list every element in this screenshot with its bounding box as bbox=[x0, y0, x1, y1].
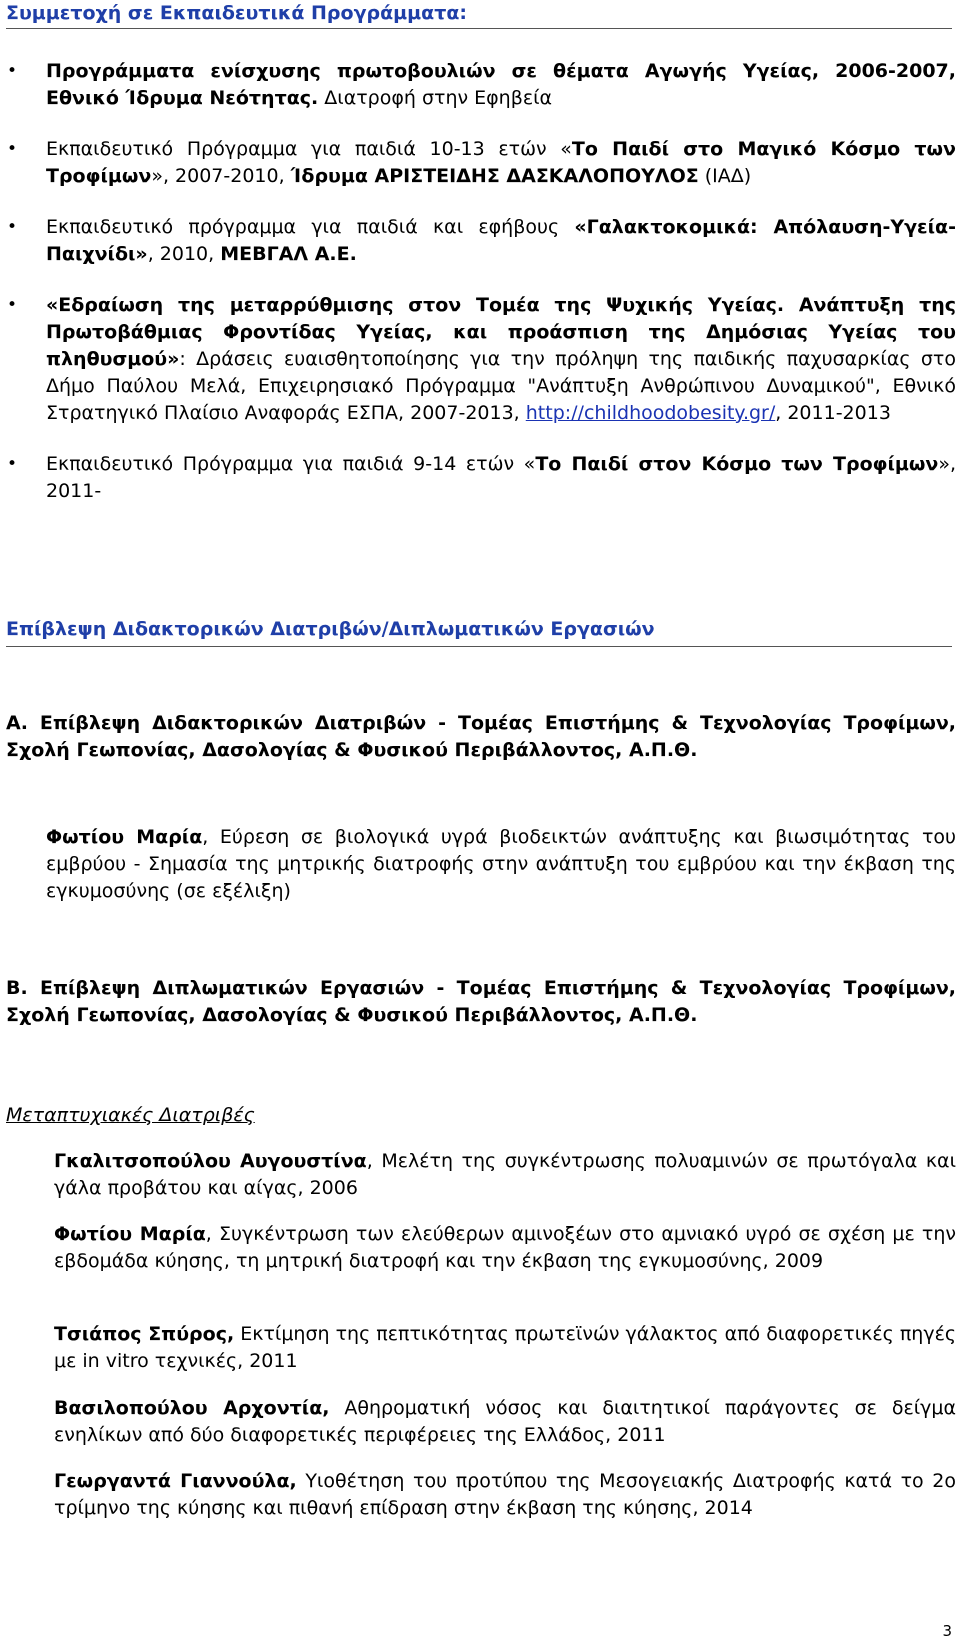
program-text: , 2010, bbox=[147, 243, 221, 265]
program-link[interactable]: http://childhoodobesity.gr/ bbox=[525, 402, 776, 424]
program-title: Το Παιδί στον Κόσμο των Τροφίμων bbox=[535, 453, 939, 475]
program-organization: Ίδρυμα ΑΡΙΣΤΕΙΔΗΣ ΔΑΣΚΑΛΟΠΟΥΛΟΣ bbox=[290, 165, 699, 187]
student-name: Φωτίου Μαρία bbox=[46, 826, 203, 848]
thesis-text: Εκτίμηση της πεπτικότητας πρωτεϊνών γάλακτος από διαφορετικές πηγές με in vitro τεχνικές, 2011 bbox=[54, 1323, 957, 1372]
program-text: (ΙΑΔ) bbox=[698, 165, 752, 187]
program-title: «Γαλακτοκομικά: Απόλαυση-Υγεία-Παιχνίδι» bbox=[46, 216, 956, 265]
phd-entry bbox=[46, 824, 956, 905]
program-title: «Εδραίωση της μεταρρύθμισης στον Τομέα της Ψυχικής Υγείας. Ανάπτυξη της Πρωτοβάθμιας Φροντίδας Υγείας, και προάσπιση της Δημόσιας Υγείας του πληθυσμού» bbox=[46, 294, 956, 370]
thesis-text: , Συγκέντρωση των ελεύθερων αμινοξέων στο αμνιακό υγρό σε σχέση με την εβδομάδα κύησης, τη μητρική διατροφή και την έκβαση της εγκυμοσύνης, 2009 bbox=[54, 1223, 956, 1272]
program-text: , 2011-2013 bbox=[775, 402, 891, 424]
list-item bbox=[0, 451, 956, 505]
student-name: Γεωργαντά Γιαννούλα, bbox=[54, 1470, 297, 1492]
page-number: 3 bbox=[942, 1622, 952, 1640]
masters-entry bbox=[54, 1221, 956, 1275]
student-name: Τσιάπος Σπύρος, bbox=[54, 1323, 235, 1345]
section-a-title: Α. Επίβλεψη Διδακτορικών Διατριβών - Τομέας Επιστήμης & Τεχνολογίας Τροφίμων, Σχολή Γεωπονίας, Δασολογίας & Φυσικού Περιβάλλοντος, Α.Π.Θ. bbox=[6, 712, 956, 761]
program-title: Προγράμματα ενίσχυσης πρωτοβουλιών σε θέματα Αγωγής Υγείας, 2006-2007, Εθνικό Ίδρυμα Νεότητας. bbox=[46, 60, 956, 109]
program-organization: ΜΕΒΓΑΛ Α.Ε. bbox=[220, 243, 357, 265]
program-text: », 2011- bbox=[46, 453, 957, 502]
program-text: Διατροφή στην Εφηβεία bbox=[318, 87, 553, 109]
thesis-text: , Μελέτη της συγκέντρωσης πολυαμινών σε πρωτόγαλα και γάλα προβάτου και αίγας, 2006 bbox=[54, 1150, 956, 1199]
section-b-title: Β. Επίβλεψη Διπλωματικών Εργασιών - Τομέας Επιστήμης & Τεχνολογίας Τροφίμων, Σχολή Γεωπονίας, Δασολογίας & Φυσικού Περιβάλλοντος, Α.Π.Θ. bbox=[6, 977, 956, 1026]
program-text: Εκπαιδευτικό Πρόγραμμα για παιδιά 9-14 ετών « bbox=[46, 453, 536, 475]
masters-entry bbox=[54, 1148, 956, 1202]
programs-list bbox=[0, 58, 960, 505]
student-name: Βασιλοπούλου Αρχοντία, bbox=[54, 1397, 330, 1419]
student-name: Φωτίου Μαρία bbox=[54, 1223, 206, 1245]
program-text: Εκπαιδευτικό πρόγραμμα για παιδιά και εφήβους bbox=[46, 216, 575, 238]
list-item bbox=[0, 58, 956, 112]
masters-entry bbox=[54, 1395, 956, 1449]
program-text: : Δράσεις ευαισθητοποίησης για την πρόληψη της παιδικής παχυσαρκίας στο Δήμο Παύλου Μελά, Επιχειρησιακό Πρόγραμμα "Ανάπτυξη Ανθρώπινου Δυναμικού", Εθνικό Στρατηγικό Πλαίσιο Αναφοράς ΕΣΠΑ, 2007-2013, bbox=[46, 348, 956, 424]
program-title: Το Παιδί στο Μαγικό Κόσμο των Τροφίμων bbox=[46, 138, 956, 187]
masters-heading: Μεταπτυχιακές Διατριβές bbox=[6, 1104, 255, 1126]
thesis-text: Αθηροματική νόσος και διαιτητικοί παράγοντες σε δείγμα ενηλίκων από δύο διαφορετικές περιφέρειες της Ελλάδος, 2011 bbox=[54, 1397, 957, 1446]
masters-entry bbox=[54, 1321, 956, 1375]
program-text: Εκπαιδευτικό Πρόγραμμα για παιδιά 10-13 ετών « bbox=[46, 138, 572, 160]
masters-entry bbox=[54, 1468, 956, 1522]
thesis-text: Υιοθέτηση του προτύπου της Μεσογειακής Διατροφής κατά το 2ο τρίμηνο της κύησης και πιθανή επίδραση στην έκβαση της κύησης, 2014 bbox=[54, 1470, 956, 1519]
student-name: Γκαλιτσοπούλου Αυγουστίνα bbox=[54, 1150, 367, 1172]
thesis-text: , Εύρεση σε βιολογικά υγρά βιοδεικτών ανάπτυξης και βιωσιμότητας του εμβρύου - Σημασία της μητρικής διατροφής στην ανάπτυξη του εμβρύου και την έκβαση της εγκυμοσύνης (σε εξέλιξη) bbox=[46, 826, 956, 902]
list-item bbox=[0, 214, 956, 268]
programs-heading: Συμμετοχή σε Εκπαιδευτικά Προγράμματα: bbox=[6, 2, 952, 29]
list-item bbox=[0, 292, 956, 427]
program-text: », 2007-2010, bbox=[151, 165, 291, 187]
list-item bbox=[0, 136, 956, 190]
supervision-heading: Επίβλεψη Διδακτορικών Διατριβών/Διπλωματικών Εργασιών bbox=[6, 618, 952, 647]
